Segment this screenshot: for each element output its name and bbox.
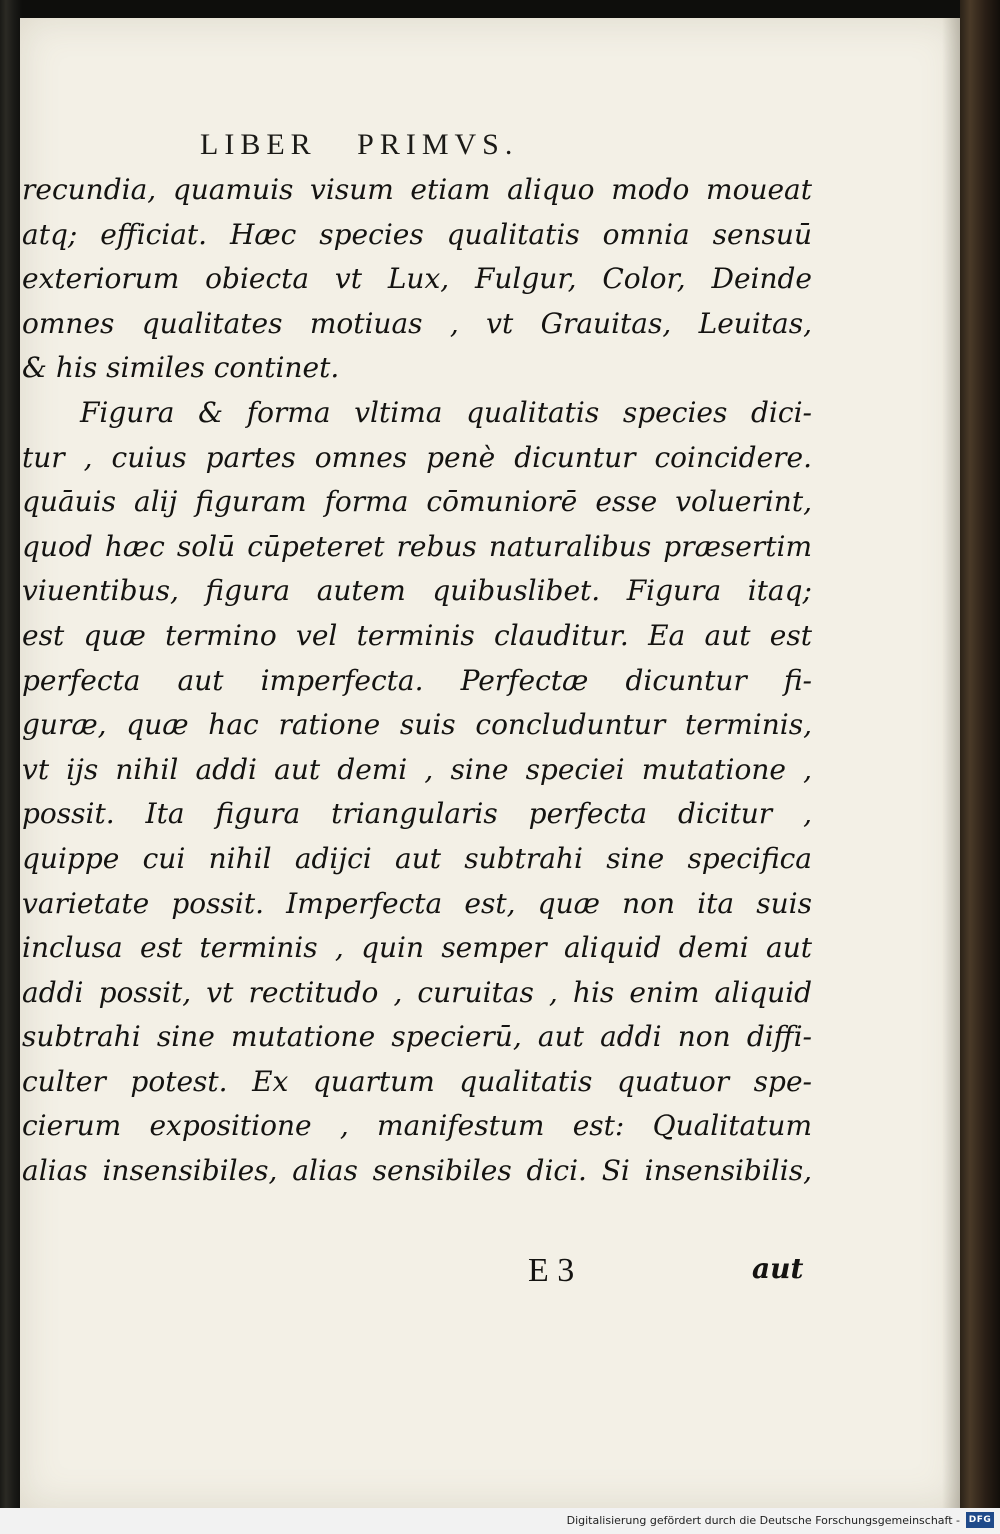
text-line: exteriorum obiecta vt Lux, Fulgur, Color, Deinde [22, 262, 812, 296]
running-head: LIBER PRIMVS. [200, 128, 519, 161]
text-line: est quæ termino vel terminis clauditur. Ea aut est [22, 618, 812, 652]
text-line: Figura & forma vltima qualitatis species dici- [80, 395, 812, 429]
text-line: atq; efficiat. Hæc species qualitatis omnia sensuū [22, 217, 812, 251]
dfg-logo: DFG [966, 1512, 994, 1528]
text-line: alias insensibiles, alias sensibiles dici. Si insensibilis, [22, 1154, 812, 1188]
text-line: quippe cui nihil adijci aut subtrahi sine specifica [22, 841, 812, 875]
book-binding-edge [960, 0, 1000, 1510]
text-line: omnes qualitates motiuas , vt Grauitas, Leuitas, [22, 306, 812, 340]
text-line: perfecta aut imperfecta. Perfectæ dicuntur fi- [22, 663, 812, 697]
body-text [22, 168, 812, 1194]
digitization-credit: Digitalisierung gefördert durch die Deutsche Forschungsgemeinschaft - [566, 1514, 960, 1527]
text-line: quāuis alij figuram forma cōmuniorē esse voluerint, [22, 485, 812, 519]
text-line: vt ijs nihil addi aut demi , sine speciei mutatione , [22, 752, 812, 786]
text-line: quod hæc solū cūpeteret rebus naturalibus præsertim [22, 529, 812, 563]
text-line: addi possit, vt rectitudo , curuitas , his enim aliquid [22, 975, 812, 1009]
text-line: possit. Ita figura triangularis perfecta dicitur , [22, 797, 812, 831]
catchword: aut [752, 1252, 804, 1285]
text-line: subtrahi sine mutatione specierū, aut addi non diffi- [22, 1020, 812, 1054]
text-line: guræ, quæ hac ratione suis concluduntur terminis, [22, 708, 812, 742]
text-line: & his similes continet. [22, 351, 340, 385]
text-line: cierum expositione , manifestum est: Qualitatum [22, 1109, 812, 1143]
text-line: tur , cuius partes omnes penè dicuntur coincidere. [22, 440, 812, 474]
text-line: culter potest. Ex quartum qualitatis quatuor spe- [22, 1064, 812, 1098]
text-line: viuentibus, figura autem quibuslibet. Figura itaq; [22, 574, 812, 608]
text-line: inclusa est terminis , quin semper aliquid demi aut [22, 931, 812, 965]
text-line: varietate possit. Imperfecta est, quæ non ita suis [22, 886, 812, 920]
text-line: recundia, quamuis visum etiam aliquo modo moueat [22, 173, 812, 206]
signature-mark: E 3 [528, 1252, 575, 1289]
